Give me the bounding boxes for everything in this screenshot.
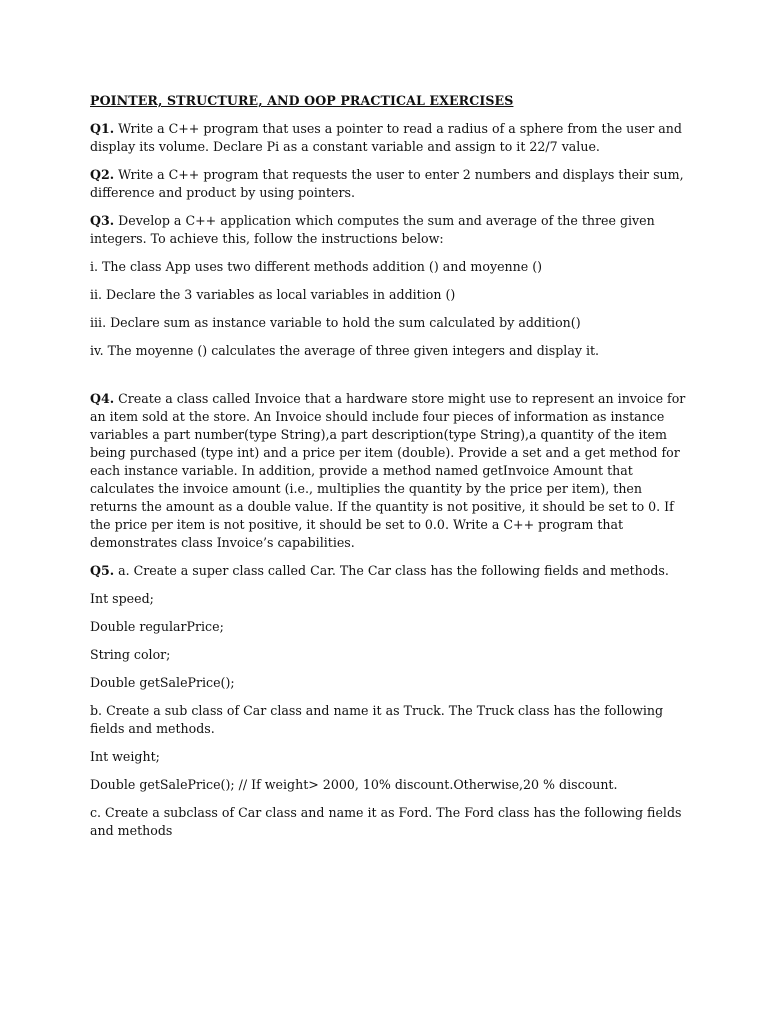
question-3-item: iv. The moyenne () calculates the average of three given integers and display it.: [90, 343, 600, 358]
question-4-label: Q4.: [90, 391, 115, 406]
question-3-item: ii. Declare the 3 variables as local variables in addition (): [90, 287, 456, 302]
truck-member: Int weight;: [90, 749, 160, 764]
question-5-part-b: b. Create a sub class of Car class and name it as Truck. The Truck class has the following fields and methods.: [90, 703, 664, 736]
question-1-label: Q1.: [90, 121, 115, 136]
truck-member: Double getSalePrice(); // If weight> 2000, 10% discount.Otherwise,20 % discount.: [90, 777, 618, 792]
car-member: Double regularPrice;: [90, 619, 224, 634]
question-5-part-a: a. Create a super class called Car. The Car class has the following fields and methods.: [118, 563, 669, 578]
question-5-part-c: c. Create a subclass of Car class and name it as Ford. The Ford class has the following fields and methods: [90, 805, 682, 838]
question-4: [90, 390, 690, 552]
question-3-item: iii. Declare sum as instance variable to hold the sum calculated by addition(): [90, 315, 581, 330]
question-5-label: Q5.: [90, 563, 115, 578]
question-1: [90, 120, 690, 156]
question-1-text: Write a C++ program that uses a pointer to read a radius of a sphere from the user and display its volume. Declare Pi as a constant variable and assign to it 22/7 value.: [90, 121, 682, 154]
page-title: POINTER, STRUCTURE, AND OOP PRACTICAL EXERCISES: [90, 93, 514, 108]
question-3-label: Q3.: [90, 213, 115, 228]
question-2-label: Q2.: [90, 167, 115, 182]
question-3-item: i. The class App uses two different methods addition () and moyenne (): [90, 259, 543, 274]
car-member: String color;: [90, 647, 171, 662]
question-3-text: Develop a C++ application which computes the sum and average of the three given integers. To achieve this, follow the instructions below:: [90, 213, 655, 246]
document-page: [90, 92, 690, 850]
question-2-text: Write a C++ program that requests the user to enter 2 numbers and displays their sum, difference and product by using pointers.: [90, 167, 684, 200]
question-5: [90, 562, 690, 580]
question-3: [90, 212, 690, 248]
question-4-text: Create a class called Invoice that a hardware store might use to represent an invoice for an item sold at the store. An Invoice should include four pieces of information as instance variables a part number(type String),a part description(type String),a quantity of the item being purchased (type int) and a price per item (double). Provide a set and a get method for each instance variable. In addition, provide a method named getInvoice Amount that calculates the invoice amount (i.e., multiplies the quantity by the price per item), then returns the amount as a double value. If the quantity is not positive, it should be set to 0. If the price per item is not positive, it should be set to 0.0. Write a C++ program that demonstrates class Invoice’s capabilities.: [90, 391, 686, 550]
car-member: Double getSalePrice();: [90, 675, 235, 690]
question-2: [90, 166, 690, 202]
car-member: Int speed;: [90, 591, 154, 606]
